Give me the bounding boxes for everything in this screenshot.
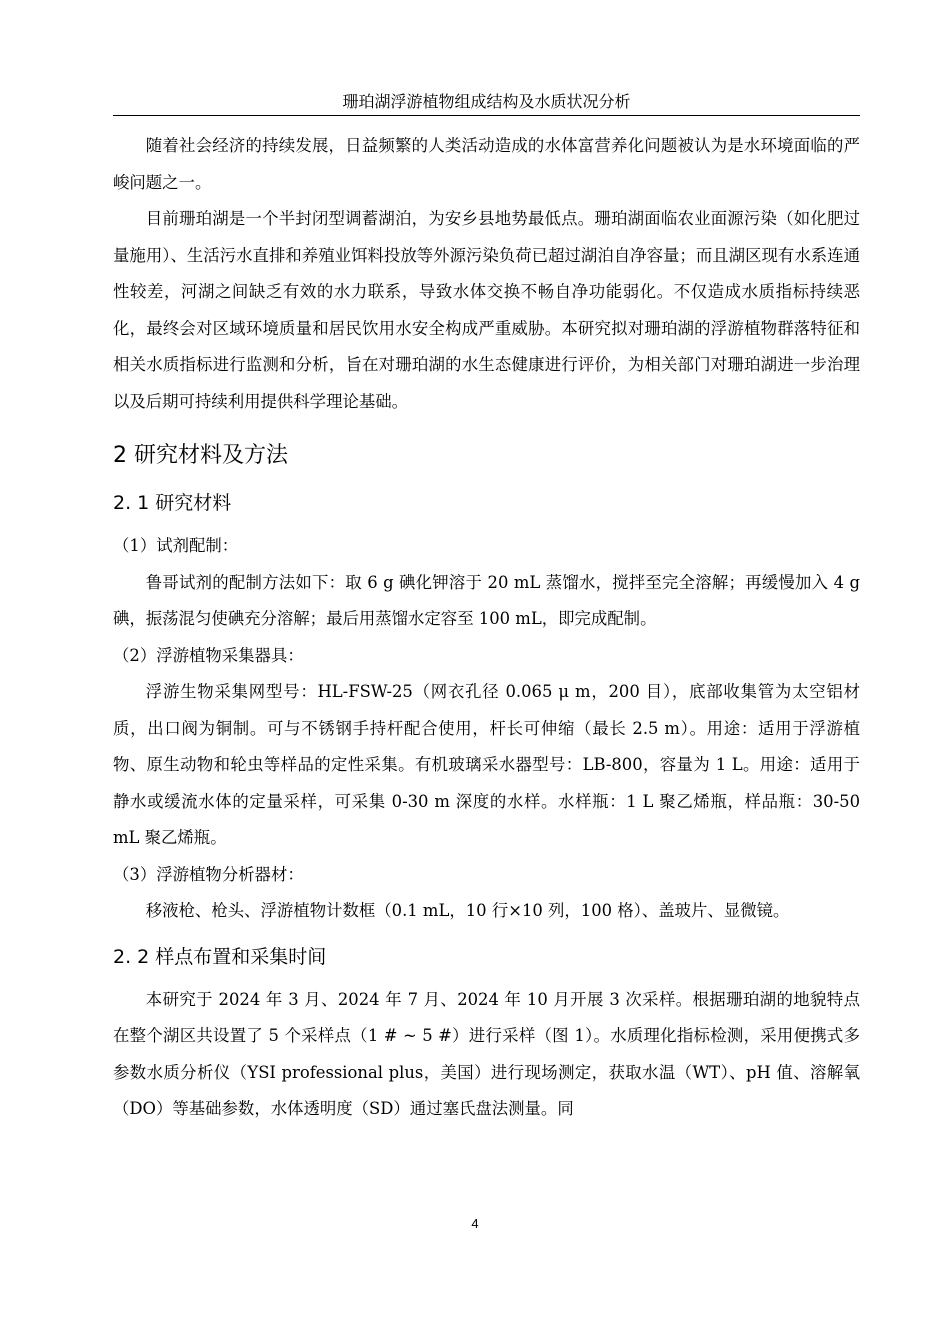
subsection-heading-2-2: 2. 2 样点布置和采集时间 [113, 945, 327, 968]
section-heading-2: 2 研究材料及方法 [113, 443, 288, 468]
intro-paragraph-1: 随着社会经济的持续发展，日益频繁的人类活动造成的水体富营养化问题被认为是水环境面临的严峻问题之一。 [113, 136, 860, 192]
body-content [113, 128, 860, 1128]
item-label-analysis-equipment: （3）浮游植物分析器材： [113, 864, 304, 884]
item-label-collection-tools: （2）浮游植物采集器具： [113, 645, 304, 665]
item-text-analysis-equipment: 移液枪、枪头、浮游植物计数框（0.1 mL，10 行×10 列，100 格）、盖玻片、显微镜。 [145, 901, 790, 920]
intro-paragraph-2: 目前珊珀湖是一个半封闭型调蓄湖泊，为安乡县地势最低点。珊珀湖面临农业面源污染（如化肥过量施用）、生活污水直排和养殖业饵料投放等外源污染负荷已超过湖泊自净容量；而且湖区现有水系连通性较差，河湖之间缺乏有效的水力联系，导致水体交换不畅自净功能弱化。不仅造成水质指标持续恶化，最终会对区域环境质量和居民饮用水安全构成严重威胁。本研究拟对珊珀湖的浮游植物群落特征和相关水质指标进行监测和分析，旨在对珊珀湖的水生态健康进行评价，为相关部门对珊珀湖进一步治理以及后期可持续利用提供科学理论基础。 [113, 209, 860, 411]
sampling-paragraph: 本研究于 2024 年 3 月、2024 年 7 月、2024 年 10 月开展 3 次采样。根据珊珀湖的地貌特点在整个湖区共设置了 5 个采样点（1 # ~ 5 #）进行采样（图 1）。水质理化指标检测，采用便携式多参数水质分析仪（YSI professional plus，美国）进行现场测定，获取水温（WT）、pH 值、溶解氧（DO）等基础参数，水体透明度（SD）通过塞氏盘法测量。同 [113, 989, 860, 1118]
item-text-collection-tools: 浮游生物采集网型号：HL-FSW-25（网衣孔径 0.065 μ m，200 目），底部收集管为太空铝材质，出口阀为铜制。可与不锈钢手持杆配合使用，杆长可伸缩（最长 2.5 m）。用途：适用于浮游植物、原生动物和轮虫等样品的定性采集。有机玻璃采水器型号：LB-800，容量为 1 L。用途：适用于静水或缓流水体的定量采样，可采集 0-30 m 深度的水样。水样瓶：1 L 聚乙烯瓶，样品瓶：30-50 mL 聚乙烯瓶。 [113, 682, 860, 847]
subsection-heading-2-1: 2. 1 研究材料 [113, 492, 232, 514]
header-rule [113, 115, 860, 116]
item-label-reagent: （1）试剂配制： [113, 536, 239, 555]
page-number: 4 [471, 1216, 479, 1231]
item-text-reagent: 鲁哥试剂的配制方法如下：取 6 g 碘化钾溶于 20 mL 蒸馏水，搅拌至完全溶解；再缓慢加入 4 g 碘，振荡混匀使碘充分溶解；最后用蒸馏水定容至 100 mL，即完成配制。 [113, 572, 860, 628]
running-header: 珊珀湖浮游植物组成结构及水质状况分析 [342, 92, 631, 111]
